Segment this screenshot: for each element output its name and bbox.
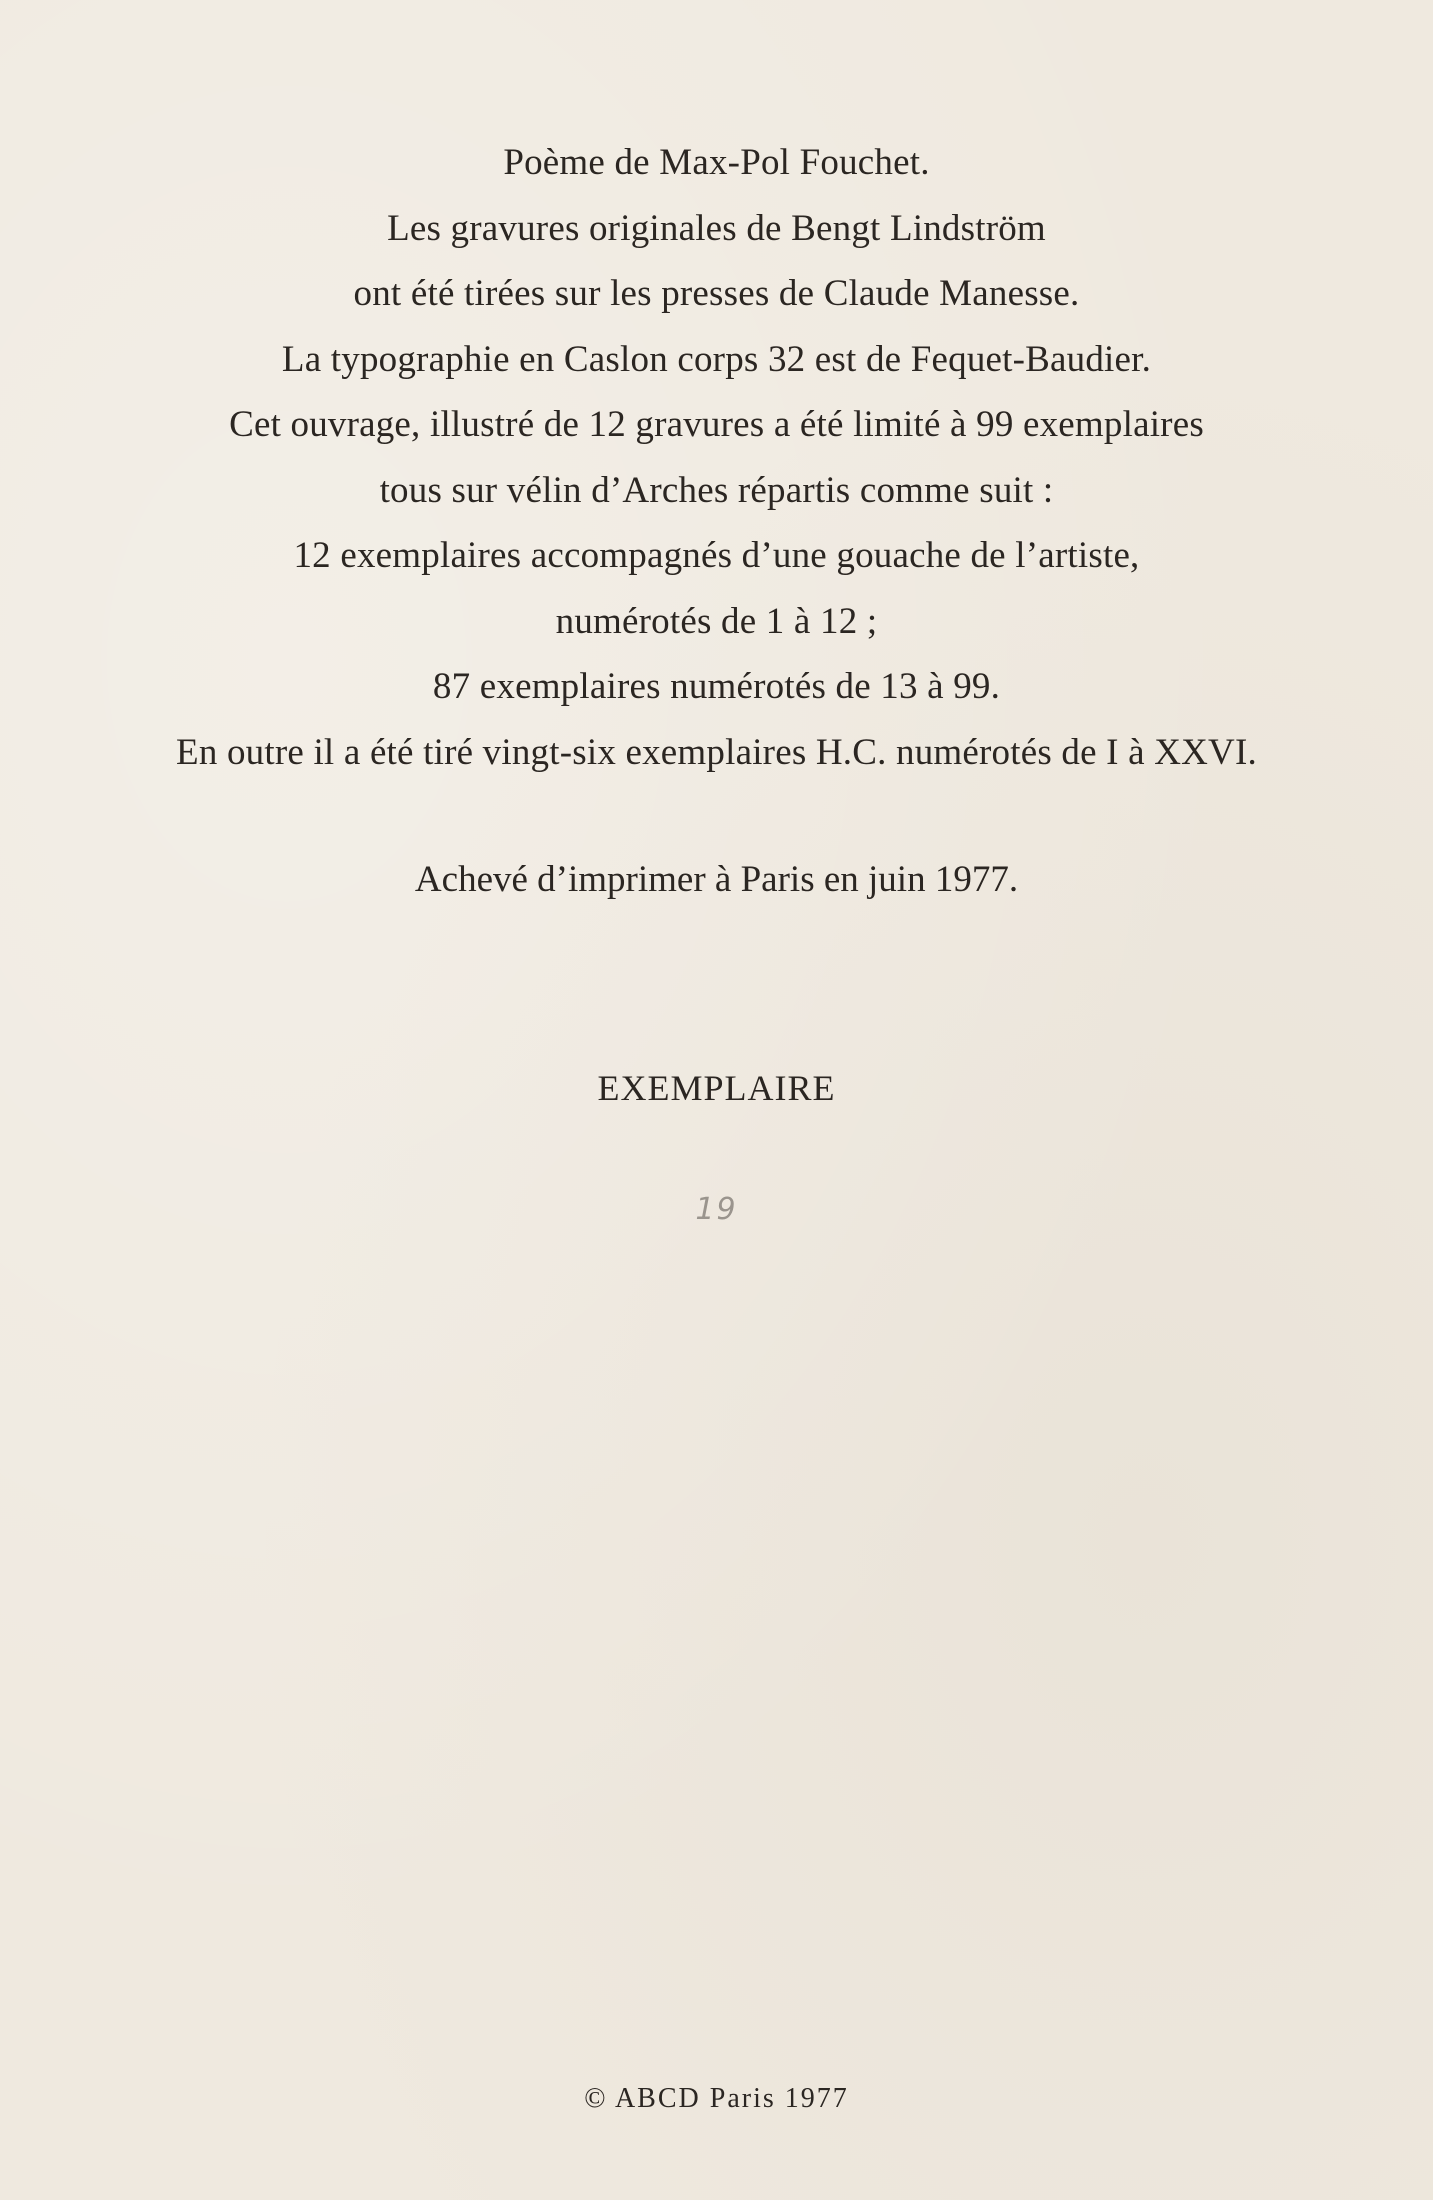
colophon-line: ont été tirées sur les presses de Claude Manesse. [353,273,1080,314]
exemplaire-heading: EXEMPLAIRE [597,1068,836,1108]
copyright-notice: © ABCD Paris 1977 [584,2083,849,2114]
colophon-line: Poème de Max-Pol Fouchet. [503,142,930,183]
colophon-line: Les gravures originales de Bengt Lindström [387,207,1046,249]
colophon-line: La typographie en Caslon corps 32 est de Fequet-Baudier. [281,338,1152,380]
colophon-line: 87 exemplaires numérotés de 13 à 99. [432,666,1001,707]
colophon-text [0,130,1433,785]
colophon-line: numérotés de 1 à 12 ; [555,600,878,642]
colophon-line: En outre il a été tiré vingt-six exemplaires H.C. numérotés de I à XXVI. [176,731,1257,773]
printing-completed-statement: Achevé d’imprimer à Paris en juin 1977. [414,859,1019,900]
colophon-line: tous sur vélin d’Arches répartis comme suit : [379,469,1054,511]
handwritten-copy-number: 19 [695,1192,738,1227]
colophon-line: Cet ouvrage, illustré de 12 gravures a été limité à 99 exemplaires [229,404,1204,445]
colophon-line: 12 exemplaires accompagnés d’une gouache de l’artiste, [293,535,1140,576]
